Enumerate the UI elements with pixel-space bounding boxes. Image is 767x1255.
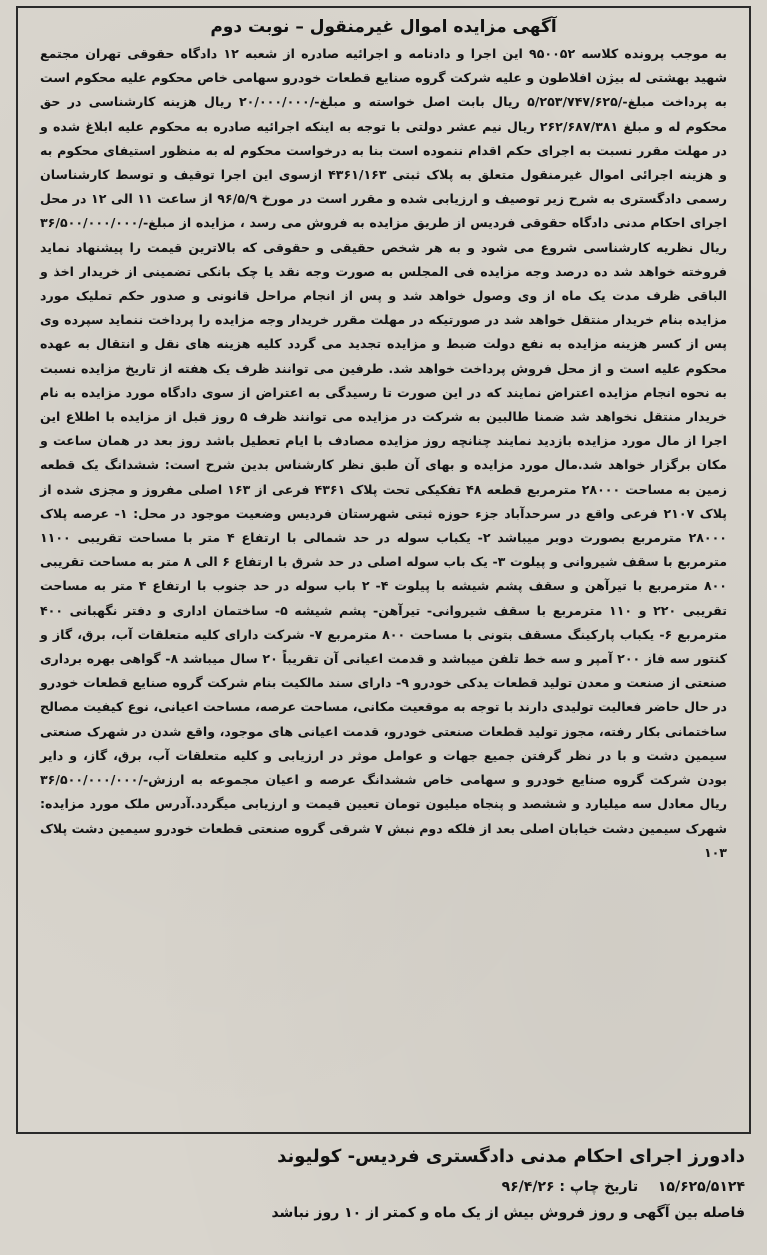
- notice-note: فاصله بین آگهی و روز فروش بیش از یک ماه و کمتر از ۱۰ روز نباشد: [271, 1205, 745, 1221]
- print-date: ۹۶/۴/۲۶: [501, 1179, 555, 1195]
- reference-code: ۱۵/۶۲۵/۵۱۲۴: [657, 1179, 745, 1195]
- notice-border: [16, 6, 751, 1134]
- notice-title: آگهی مزایده اموال غیرمنقول – نوبت دوم: [210, 17, 557, 37]
- issuing-office: دادورز اجرای احکام مدنی دادگستری فردیس- کولیوند: [277, 1146, 745, 1167]
- notice-body: به موجب پرونده کلاسه ۹۵۰۰۵۲ این اجرا و دادنامه و اجرائیه صادره از شعبه ۱۲ دادگاه حقوقی تهران مجتمع شهید بهشتی له بیژن افلاطون و علیه شرکت گروه صنایع قطعات خودرو سهامی خاص محکوم علیه محکوم است به پرداخت مبلغ-/۵/۲۵۳/۷۴۷/۶۲۵ ریال بابت اصل خواسته و مبلغ-/۲۰/۰۰۰/۰۰۰ ریال هزینه کارشناسی در حق محکوم له و مبلغ ۲۶۲/۶۸۷/۳۸۱ ریال نیم عشر دولتی با توجه به اینکه اجرائیه صادره به محکوم علیه ابلاغ شده و در مهلت مقرر نسبت به اجرای حکم اقدام ننموده است بنا به درخواست محکوم له به منظور استیفای محکوم به و هزینه اجرائی اموال غیرمنقول متعلق به پلاک ثبتی ۴۳۶۱/۱۶۳ ازسوی این اجرا توقیف و توسط کارشناسان رسمی دادگستری به شرح زیر توصیف و ارزیابی شده و مقرر است در مورخ ۹۶/۵/۹ از ساعت ۱۱ الی ۱۲ در محل اجرای احکام مدنی دادگاه حقوقی فردیس از طریق مزایده به فروش می رسد ، مزایده از مبلغ-/۳۶/۵۰۰/۰۰۰/۰۰۰ ریال نظریه کارشناسی شروع می شود و به هر شخص حقیقی و حقوقی که بالاترین قیمت را پیشنهاد نماید فروخته خواهد شد ده درصد وجه مزایده فی المجلس به صورت وجه نقد یا چک بانکی تضمینی از خریدار اخذ و الباقی ظرف مدت یک ماه از وی وصول خواهد شد و پس از انجام مراحل قانونی و صدور حکم تملیک مورد مزایده بنام خریدار منتقل خواهد شد در صورتیکه در مهلت مقرر خریدار وجه مزایده را پرداخت ننماید سپرده وی پس از کسر هزینه مزایده به نفع دولت ضبط و مزایده تجدید می گردد کلیه هزینه های نقل و انتقال به عهده محکوم علیه است و از محل فروش پرداخت خواهد شد. طرفین می توانند ظرف یک هفته از تاریخ مزایده نسبت به نحوه انجام مزایده اعتراض نمایند که در این صورت تا رسیدگی به اعتراض از سوی دادگاه مورد مزایده به نام خریدار منتقل نخواهد شد ضمنا طالبین به شرکت در مزایده می توانند ظرف ۵ روز قبل از مزایده با اطلاع این اجرا از مال مورد مزایده بازدید نمایند چنانچه روز مزایده مصادف با ایام تعطیل باشد روز بعد در همان ساعت و مکان برگزار خواهد شد.مال مورد مزایده و بهای آن طبق نظر کارشناس بدین شرح است: ششدانگ یک قطعه زمین به مساحت ۲۸۰۰۰ مترمربع قطعه ۴۸ تفکیکی تحت پلاک ۴۳۶۱ فرعی از ۱۶۳ اصلی مفروز و مجزی شده از پلاک ۲۱۰۷ فرعی واقع در سرحدآباد جزء حوزه ثبتی شهرستان فردیس وضعیت موجود در محل: ۱- عرصه پلاک ۲۸۰۰۰ مترمربع بصورت دوبر میباشد ۲- یکباب سوله در حد شمالی با ارتفاع ۴ متر با مساحت تقریبی ۱۱۰۰ مترمربع با سقف شیروانی و پیلوت ۳- یک باب سوله اصلی در حد شرق با ارتفاع ۶ الی ۸ متر به مساحت تقریبی ۸۰۰ مترمربع با تیرآهن و سقف پشم شیشه با پیلوت ۴- ۲ باب سوله در حد جنوب با ارتفاع ۴ متر به مساحت تقریبی ۲۲۰ و ۱۱۰ مترمربع با سقف شیروانی- تیرآهن- پشم شیشه ۵- ساختمان اداری و دفتر نگهبانی ۴۰۰ مترمربع ۶- یکباب پارکینگ مسقف بتونی با مساحت ۸۰۰ مترمربع ۷- شرکت دارای کلیه متعلقات آب، برق، گاز و کنتور سه فاز ۲۰۰ آمپر و سه خط تلفن میباشد و قدمت اعیانی آن تقریباً ۲۰ سال میباشد ۸- گواهی بهره برداری صنعتی از صنعت و معدن تولید قطعات یدکی خودرو ۹- دارای سند مالکیت بنام شرکت گروه صنایع قطعات خودرو در حال حاضر فعالیت تولیدی دارند با توجه به موقعیت مکانی، مساحت عرصه، مساحت اعیانی، نوع کیفیت مصالح ساختمانی بکار رفته، مجوز تولید قطعات صنعتی خودرو، قدمت اعیانی های موجود، واقع شدن در شهرک صنعتی سیمین دشت و با در نظر گرفتن جمیع جهات و عوامل موثر در ارزیابی و کلیه متعلقات آب، برق، گاز، و دایر بودن شرکت گروه صنایع خودرو و سهامی خاص ششدانگ عرصه و اعیان مجموعه به ارزش-/۳۶/۵۰۰/۰۰۰/۰۰۰ ریال معادل سه میلیارد و ششصد و پنجاه میلیون تومان تعیین قیمت و ارزیابی میگردد.آدرس ملک مورد مزایده: شهرک سیمین دشت خیابان اصلی بعد از فلکه دوم نبش ۷ شرقی گروه صنعتی قطعات خودرو سیمین دشت پلاک ۱۰۳: [40, 46, 728, 860]
- print-info-row: [20, 1174, 745, 1200]
- notice-footer: [20, 1140, 745, 1226]
- print-date-label: تاریخ چاپ :: [559, 1179, 639, 1195]
